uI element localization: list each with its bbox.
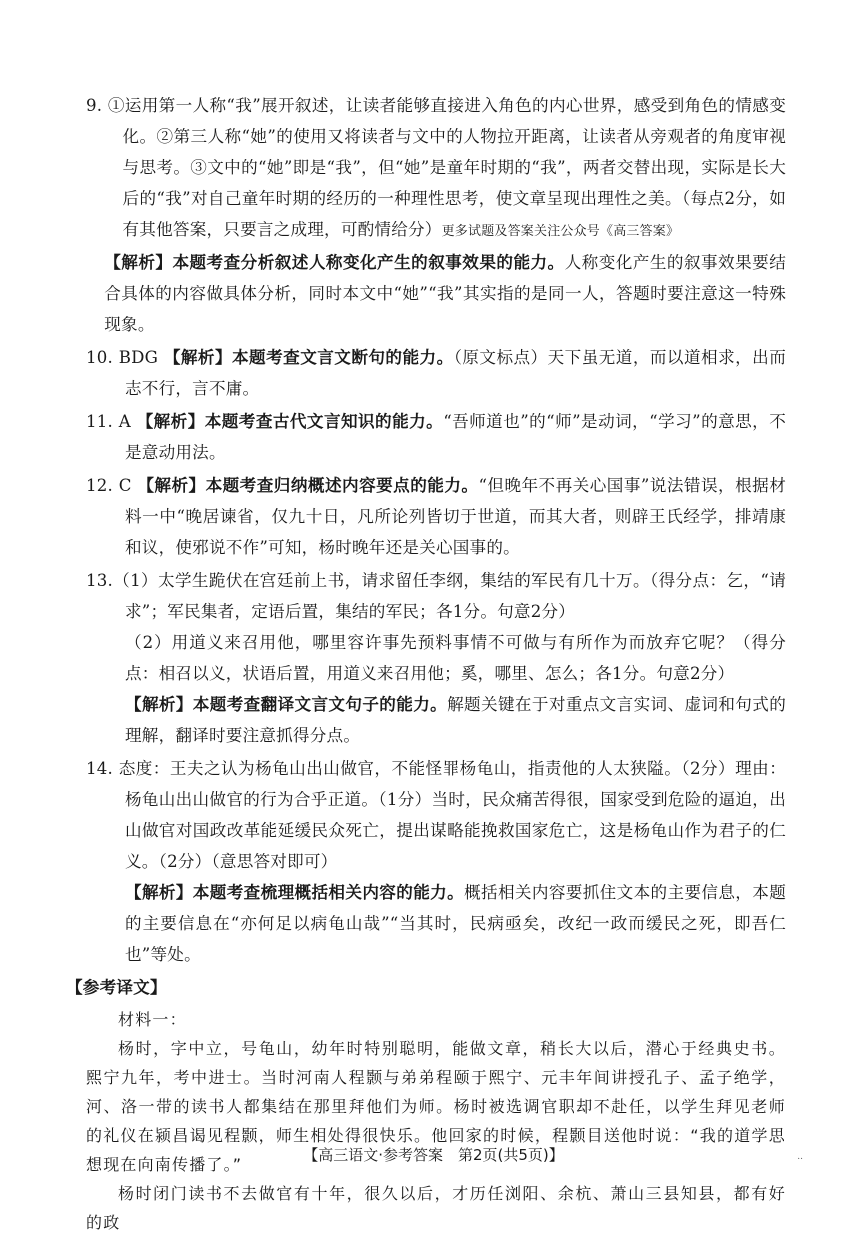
q9-answer: 9. ①运用第一人称“我”展开叙述，让读者能够直接进入角色的内心世界，感受到角色的情感变化。②第三人称“她”的使用又将读者与文中的人物拉开距离，让读者从旁观者的角度审视与思考。③文中的“她”即是“我”，但“她”是童年时期的“我”，两者交替出现，实际是长大后的“我”对自己童年时期的经历的一种理性思考，使文章呈现出理性之美。（每点2分，如有其他答案，只要言之成理，可酌情给分） xyxy=(86,96,786,239)
q14-answer: 14. 态度：王夫之认为杨龟山出山做官，不能怪罪杨龟山，指责他的人太狭隘。（2分）理由：杨龟山出山做官的行为合乎正道。（1分）当时，民众痛苦得很，国家受到危险的逼迫，出山做官对国政改革能延缓民众死亡，提出谋略能挽救国家危亡，这是杨龟山作为君子的仁义。（2分）（意思答对即可） xyxy=(86,759,786,871)
answer-content xyxy=(66,90,787,1237)
question-13 xyxy=(86,565,786,751)
q10-answer: 10. BDG xyxy=(86,348,164,367)
translation-paragraph-1: 杨时，字中立，号龟山，幼年时特别聪明，能做文章，稍长大以后，潜心于经典史书。熙宁九年，考中进士。当时河南人程颢与弟弟程颐于熙宁、元丰年间讲授孔子、孟子绝学，河、洛一带的读书人都集结在那里拜他们为师。杨时被选调官职却不赴任，以学生拜见老师的礼仪在颍昌谒见程颢，师生相处得很快乐。他回家的时候，程颢目送他时说：“我的道学思想现在向南传播了。” xyxy=(86,1039,786,1174)
q12-analysis: “但晚年不再关心国事”说法错误，根据材料一中“晚居谏省，仅九十日，凡所论列皆切于世道，而其大者，则辟王氏经学，排靖康和议，使邪说不作”可知，杨时晚年还是关心国事的。 xyxy=(125,476,787,557)
corner-mark: .. xyxy=(797,1152,803,1162)
reference-translation xyxy=(86,1005,786,1237)
q12-answer: 12. C xyxy=(86,476,138,495)
question-11 xyxy=(86,406,786,468)
q11-analysis: “吾师道也”的“师”是动词，“学习”的意思，不是意动用法。 xyxy=(125,412,787,462)
reference-title: 【参考译文】 xyxy=(66,977,167,997)
question-10 xyxy=(86,342,786,404)
q13-part2: （2）用道义来召用他，哪里容许事先预料事情不可做与有所作为而放弃它呢？（得分点：相召以义，状语后置，用道义来召用他；奚，哪里、怎么；各1分。句意2分） xyxy=(125,633,786,683)
q11-answer: 11. A xyxy=(86,412,137,431)
translation-paragraph-2: 杨时闭门读书不去做官有十年，很久以后，才历任浏阳、余杭、萧山三县知县，都有好的政 xyxy=(86,1184,786,1232)
question-14 xyxy=(86,753,786,970)
q10-analysis: （原文标点）天下虽无道，而以道相求，出而志不行，言不庸。 xyxy=(125,348,787,398)
q13-analysis: 解题关键在于对重点文言实词、虚词和句式的理解，翻译时要注意抓得分点。 xyxy=(125,695,786,745)
q10-analysis-label: 【解析】本题考查文言文断句的能力。 xyxy=(163,347,454,367)
q12-analysis-label: 【解析】本题考查归纳概述内容要点的能力。 xyxy=(137,475,479,495)
q9-analysis: 人称变化产生的叙事效果要结合具体的内容做具体分析，同时本文中“她”“我”其实指的是同一人，答题时要注意这一特殊现象。 xyxy=(104,253,786,334)
q9-note: 更多试题及答案关注公众号《高三答案》 xyxy=(441,224,680,239)
page-footer: 【高三语文·参考答案 第2页(共5页)】 xyxy=(303,1146,564,1164)
q13-part1: 13.（1）太学生跪伏在宫廷前上书，请求留任李纲，集结的军民有几十万。（得分点：乞，“请求”；军民集者，定语后置，集结的军民；各1分。句意2分） xyxy=(86,571,786,621)
q11-analysis-label: 【解析】本题考查古代文言知识的能力。 xyxy=(136,411,444,431)
question-9 xyxy=(86,90,786,340)
q14-analysis-label: 【解析】本题考查梳理概括相关内容的能力。 xyxy=(125,882,465,902)
q9-analysis-label: 【解析】本题考查分析叙述人称变化产生的叙事效果的能力。 xyxy=(104,252,565,272)
q13-analysis-label: 【解析】本题考查翻译文言文句子的能力。 xyxy=(125,694,448,714)
question-12 xyxy=(86,470,786,563)
q14-analysis: 概括相关内容要抓住文本的主要信息，本题的主要信息在“亦何足以病龟山哉”“当其时，民病亟矣，改纪一政而缓民之死，即吾仁也”等处。 xyxy=(125,883,786,964)
material-1-heading: 材料一： xyxy=(118,1010,187,1029)
